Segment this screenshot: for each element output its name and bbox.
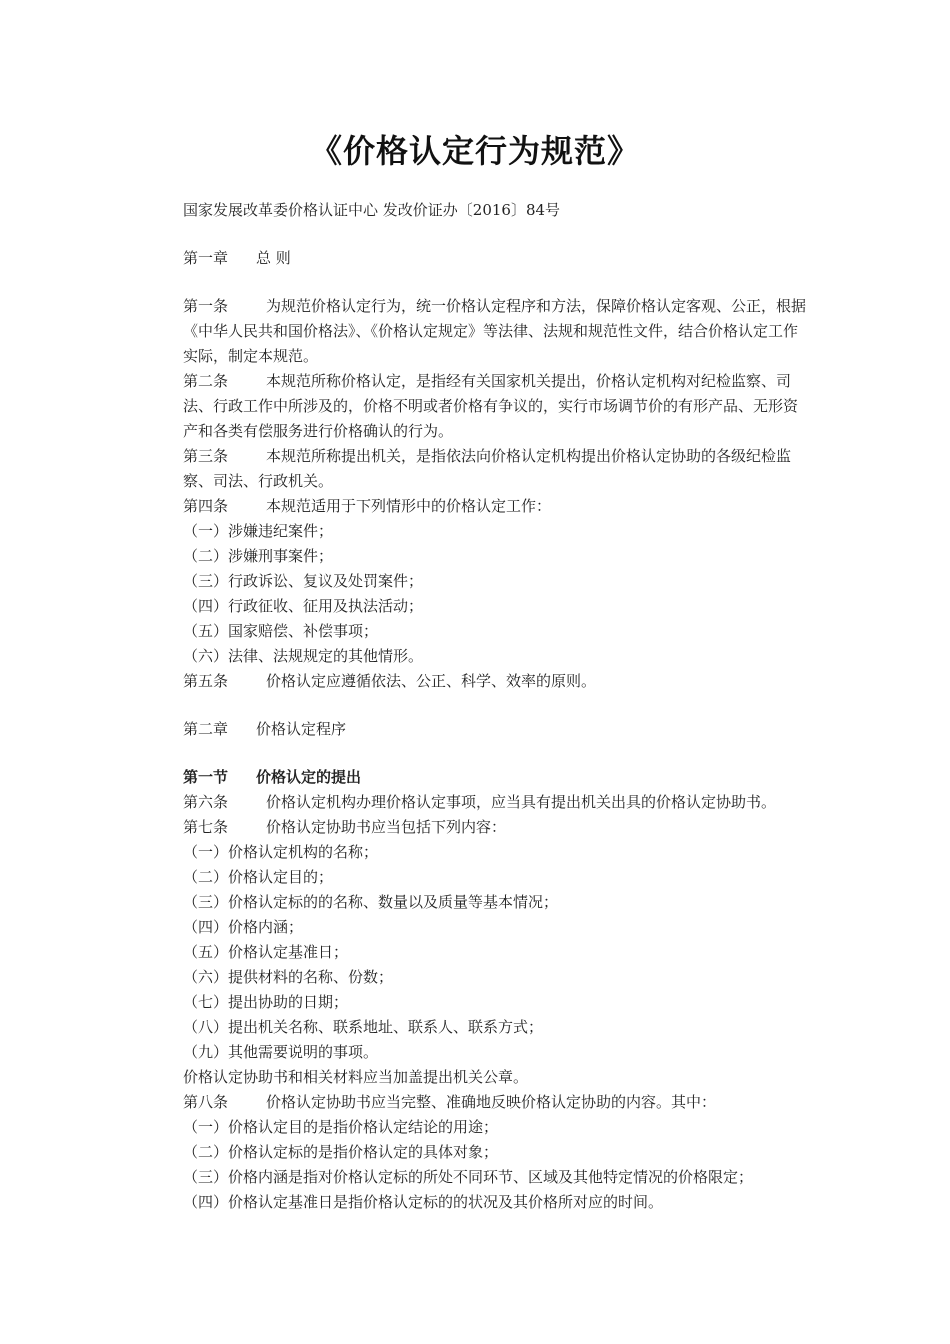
chapter-heading: 第一章 总 则 [183,249,291,267]
article-1: 第一条 为规范价格认定行为，统一价格认定程序和方法，保障价格认定客观、公正，根据《中华人民共和国价格法》、《价格认定规定》等法律、法规和规范性文件，结合价格认定工作实际，制定本规范。 [183,297,807,365]
article-7: 第七条 价格认定协助书应当包括下列内容： [183,818,507,836]
list-item: （五）价格认定基准日； [183,943,349,961]
article-4: 第四条 本规范适用于下列情形中的价格认定工作： [183,497,552,515]
list-item: （五）国家赔偿、补偿事项； [183,622,379,640]
article-6: 第六条 价格认定机构办理价格认定事项，应当具有提出机关出具的价格认定协助书。 [183,793,777,811]
article-5: 第五条 价格认定应遵循依法、公正、科学、效率的原则。 [183,672,597,690]
source-line: 国家发展改革委价格认证中心 发改价证办〔2016〕84号 [183,201,561,219]
list-item: （二）价格认定目的； [183,868,334,886]
article-note: 价格认定协助书和相关材料应当加盖提出机关公章。 [183,1068,529,1086]
list-item: （三）价格认定标的的名称、数量以及质量等基本情况； [183,893,559,911]
list-item: （一）价格认定目的是指价格认定结论的用途； [183,1118,499,1136]
list-item: （一）涉嫌违纪案件； [183,522,334,540]
section-heading: 第一节 价格认定的提出 [183,768,362,786]
article-2: 第二条 本规范所称价格认定，是指经有关国家机关提出，价格认定机构对纪检监察、司法、行政工作中所涉及的，价格不明或者价格有争议的，实行市场调节价的有形产品、无形资产和各类有偿服务进行价格确认的行为。 [183,372,799,440]
list-item: （四）价格内涵； [183,918,304,936]
list-item: （四）价格认定基准日是指价格认定标的的状况及其价格所对应的时间。 [183,1193,664,1211]
article-3: 第三条 本规范所称提出机关，是指依法向价格认定机构提出价格认定协助的各级纪检监察、司法、行政机关。 [183,447,792,490]
list-item: （二）价格认定标的是指价格认定的具体对象； [183,1143,499,1161]
list-item: （四）行政征收、征用及执法活动； [183,597,424,615]
list-item: （六）提供材料的名称、份数； [183,968,394,986]
document-body [146,198,811,1215]
list-item: （一）价格认定机构的名称； [183,843,379,861]
list-item: （八）提出机关名称、联系地址、联系人、联系方式； [183,1018,544,1036]
article-8: 第八条 价格认定协助书应当完整、准确地反映价格认定协助的内容。其中： [183,1093,717,1111]
list-item: （九）其他需要说明的事项。 [183,1043,379,1061]
list-item: （三）价格内涵是指对价格认定标的所处不同环节、区域及其他特定情况的价格限定； [183,1168,754,1186]
list-item: （六）法律、法规规定的其他情形。 [183,647,424,665]
list-item: （二）涉嫌刑事案件； [183,547,334,565]
list-item: （三）行政诉讼、复议及处罚案件； [183,572,424,590]
document-title: 《价格认定行为规范》 [309,132,640,170]
list-item: （七）提出协助的日期； [183,993,349,1011]
chapter-heading: 第二章 价格认定程序 [183,720,347,738]
